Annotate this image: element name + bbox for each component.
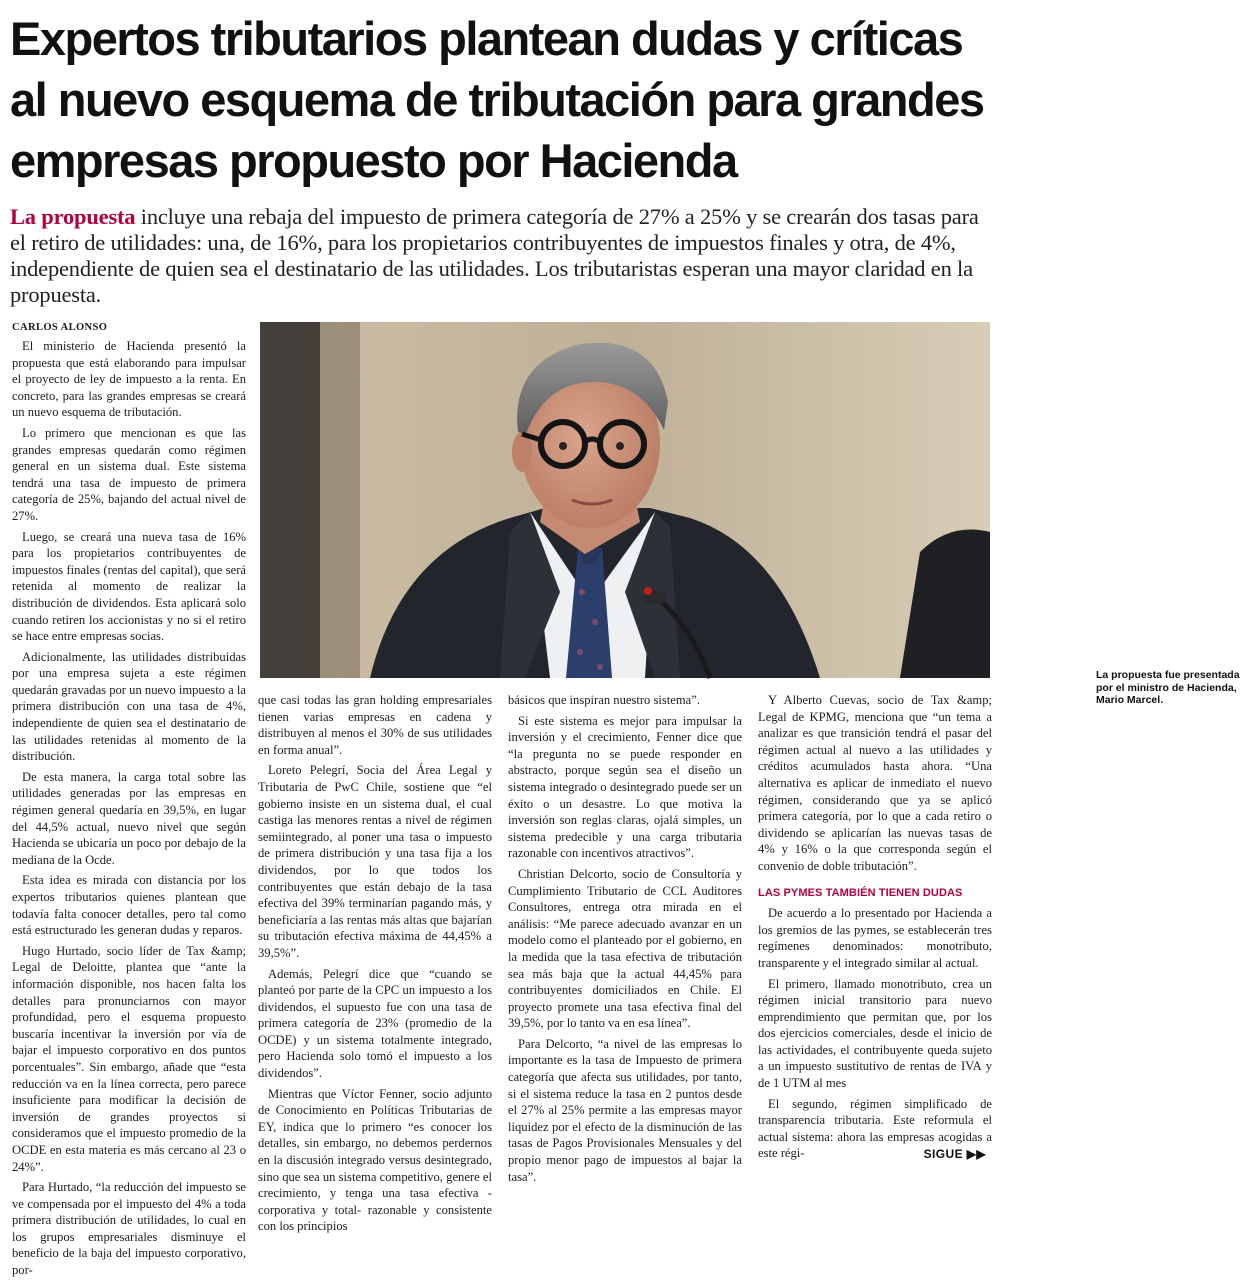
body-column-2 [258,692,492,1239]
continue-marker: SIGUE ▶▶ [923,1147,986,1161]
paragraph-continued: que casi todas las gran holding empresariales tienen varias empresas en cadena y distribuyen al menos el 30% de sus utilidades en forma anual”. [258,693,492,757]
paragraph: Para Delcorto, “a nivel de las empresas lo importante es la tasa de Impuesto de primera categoría que afecta sus utilidades, por tanto, si el sistema reduce la tasa en 2 puntos desde el 27% al 25% permite a las empresas mayor liquidez por el efecto de la disminución de las tasas de Pagos Provisionales Mensuales y del propio menor pago de impuestos al bajar la tasa”. [508,1036,742,1184]
lead-text: incluye una rebaja del impuesto de primera categoría de 27% a 25% y se crearán dos tasas para el retiro de utilidades: una, de 16%, para los propietarios contribuyentes de impuestos finales y otra, de 4%, independiente de quien sea el destinatario de las utilidades. Los tributaristas esperan una mayor claridad en la propuesta. [10,204,979,307]
paragraph: Adicionalmente, las utilidades distribuidas por una empresa sujeta a este régimen quedarán gravadas por un nuevo impuesto a la primera distribución con una tasa de 4%, independiente de quien sea el destinatario de las utilidades retenidas al momento de la distribución. [12,649,246,764]
paragraph: Lo primero que mencionan es que las grandes empresas quedarán como régimen general en un sistema dual. Este sistema tendrá una tasa de impuesto de primera categoría de 25%, bajando del actual nivel de 27%. [12,425,246,523]
paragraph: Christian Delcorto, socio de Consultoría y Cumplimiento Tributario de CCL Auditores Consultores, entrega otra mirada en el análisis: “Me parece adecuado avanzar en un modelo como el planteado por el gobierno, en la medida que la tasa efectiva de tributación sea más baja que la actual 44,45% para contribuyentes domiciliados en Chile. El proyecto promete una tasa efectiva final del 39,5%, por lo tanto va en esa línea”. [508,866,742,1031]
paragraph: De acuerdo a lo presentado por Hacienda a los gremios de las pymes, se establecerán tres regímenes denominados: monotributo, transparente y el integrado similar al actual. [758,906,992,970]
paragraph-continued: básicos que inspiran nuestro sistema”. [508,693,701,707]
paragraph: El ministerio de Hacienda presentó la propuesta que está elaborando para impulsar el proyecto de ley de impuesto a la renta. En concreto, para las grandes empresas se creará un nuevo esquema de tributación. [12,339,246,420]
paragraph: Para Hurtado, “la reducción del impuesto se ve compensada por el impuesto del 4% a toda primera distribución de utilidades, lo cual en los grupos empresariales disminuye el beneficio de la baja del impuesto corporativo, por- [12,1180,246,1278]
section-subhead: LAS PYMES TAMBIÉN TIENEN DUDAS [758,886,963,899]
paragraph: Loreto Pelegrí, Socia del Área Legal y Tributaria de PwC Chile, sostiene que “el gobierno insiste en un sistema dual, el cual castiga las menores rentas a nivel de régimen semiintegrado, al poner una tasa o impuesto de primera distribución y una tasa fija a los dividendos, por lo que todos los contribuyentes que están debajo de la tasa efectiva del 39% terminarían pagando más, y beneficiaría a las rentas más altas que bajarían su tributación efectiva máxima de 44,45% a 39,5%”. [258,763,492,960]
paragraph: El primero, llamado monotributo, crea un régimen inicial transitorio para nuevo emprendimiento que permitan que, por los dos ejercicios comerciales, desde el inicio de las actividades, el contribuyente queda sujeto a un impuesto sustitutivo de rentas de IVA y de 1 UTM al mes [758,976,992,1091]
paragraph: Además, Pelegrí dice que “cuando se planteó por parte de la CPC un impuesto a los dividendos, el supuesto fue con una tasa de primera categoría de 23% (promedio de la OCDE) y un sistema totalmente integrado, pero Hacienda solo tomó el impuesto a los dividendos”. [258,966,492,1081]
paragraph: Hugo Hurtado, socio líder de Tax &amp; Legal de Deloitte, plantea que “ante la información disponible, nos hacen falta los detalles para pronunciarnos con mayor profundidad, pero el esquema propuesto buscaría incentivar la inversión por vía de bajar el impuesto corporativo en dos puntos porcentuales”. Sin embargo, añade que “esta reducción va en la línea correcta, pero parece insuficiente para modificar la decisión de inversión de grandes proyectos si consideramos que el impuesto promedio de la OCDE en esta materia es más cercano al 23 o 24%”. [12,943,246,1174]
paragraph: Esta idea es mirada con distancia por los expertos tributarios quienes plantean que todavía falta conocer detalles, pero tal como está estructurado les generan dudas y reparos. [12,873,246,938]
lead-kicker: La propuesta [10,204,136,229]
lead-paragraph [10,204,995,308]
minister-photo-illustration [260,322,990,678]
body-column-4 [758,692,992,1166]
paragraph: De esta manera, la carga total sobre las utilidades generadas por las empresas en régimen general quedaría en 39,5%, en lugar del 44,5% actual, nuevo nivel que según Hacienda se ubicaría un poco por debajo de la mediana de la Ocde. [12,769,246,867]
body-column-3 [508,692,742,1189]
paragraph: Si este sistema es mejor para impulsar la inversión y el crecimiento, Fenner dice que “la pregunta no se puede responder en abstracto, porque según sea el diseño un sistema integrado o desintegrado puede ser un éxito o un desastre. Lo que motiva la inversión son reglas claras, ojalá simples, un sistema predecible y una carga tributaria razonable con incentivos atractivos”. [508,713,742,861]
paragraph: Y Alberto Cuevas, socio de Tax &amp; Legal de KPMG, menciona que “un tema a analizar es que transición tendrá el pasar del régimen actual al nuevo a las utilidades y créditos acumulados hasta ahora. “Una alternativa es aplicar de inmediato el nuevo régimen, considerando que ya se aplicó primera categoría, por lo que a cada retiro o dividendo se aplicarían las nuevas tasas de 4% y 16% o la que corresponda según el convenio de doble tributación”. [758,693,992,873]
photo-caption: La propuesta fue presentada por el ministro de Hacienda, Mario Marcel. [1096,669,1240,707]
body-column-1 [12,338,246,1283]
headline: Expertos tributarios plantean dudas y críticas al nuevo esquema de tributación para grandes empresas propuesto por Hacienda [10,12,984,187]
paragraph: El segundo, régimen simplificado de transparencia tributaria. Este reformula el actual sistema: ahora las empresas acogidas a este régi- [758,1096,992,1161]
byline: CARLOS ALONSO [12,322,108,333]
paragraph: Luego, se creará una nueva tasa de 16% para los propietarios contribuyentes de impuestos finales (rentas del capital), que será retenida al momento de realizar la distribución de dividendos. Esta aplicará solo cuando retiren los accionistas y no si el retiro se hace entre empresas socias. [12,529,246,644]
paragraph: Mientras que Víctor Fenner, socio adjunto de Conocimiento en Políticas Tributarias de EY, indica que lo primero “es conocer los detalles, sin embargo, no debemos perdernos en la discusión integrado versus desintegrado, sino que sea un sistema competitivo, genere el crecimiento, y tenga una tasa efectiva -corporativa y total- razonable y consistente con los principios [258,1086,492,1234]
